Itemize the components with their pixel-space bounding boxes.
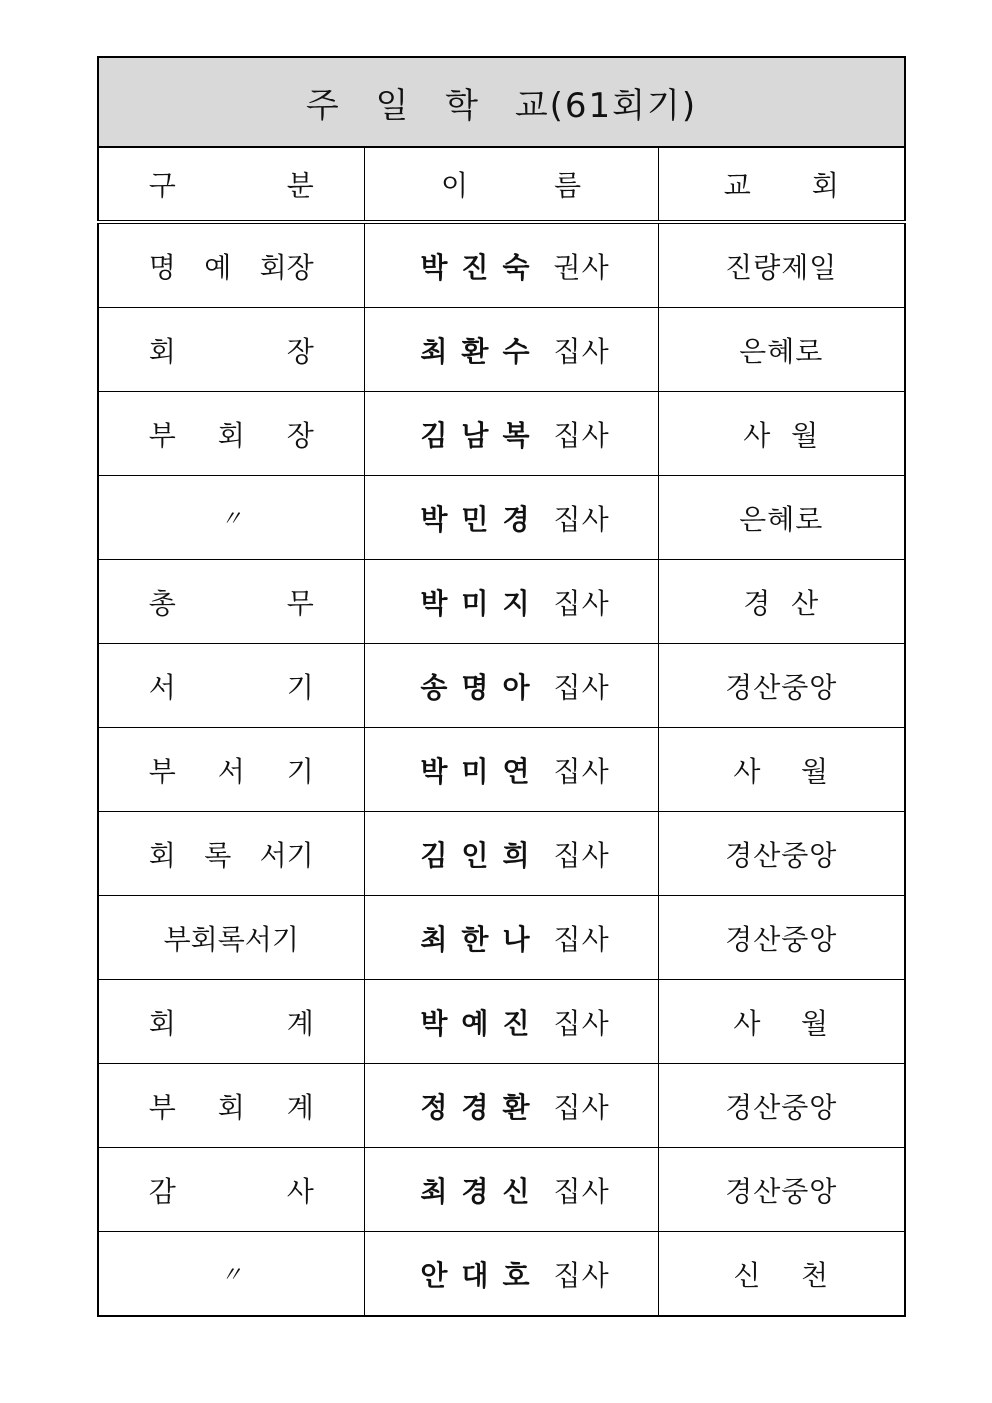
table-row (98, 560, 905, 644)
role-cell (98, 812, 364, 896)
role-text: 회장 (259, 250, 314, 284)
table-row (98, 222, 905, 308)
role-text: 서기 (259, 838, 314, 872)
header-row (98, 147, 905, 222)
table-row (98, 812, 905, 896)
role-cell (98, 308, 364, 392)
header-role-char: 분 (286, 169, 314, 202)
church-name: 경 산 (743, 586, 820, 620)
person-title: 집사 (553, 1006, 610, 1040)
person-name: 최경신 (420, 1174, 544, 1208)
role-text: 기 (286, 670, 314, 704)
person-title: 집사 (553, 418, 610, 452)
church-name: 신 천 (733, 1258, 830, 1292)
role-text: 총 (148, 586, 176, 620)
person-title: 집사 (553, 1174, 610, 1208)
table-row (98, 392, 905, 476)
header-church-char: 교 (723, 169, 751, 202)
person-title: 집사 (553, 1258, 610, 1292)
name-cell (364, 1064, 658, 1148)
church-cell (658, 980, 905, 1064)
church-name: 은혜로 (739, 334, 824, 368)
person-name: 최환수 (420, 334, 544, 368)
person-name: 정경환 (420, 1090, 544, 1124)
role-text: 부 (148, 418, 176, 452)
person-name: 김인희 (420, 838, 544, 872)
church-cell (658, 222, 905, 308)
role-text: 명 (148, 250, 176, 284)
church-name: 사 월 (733, 1006, 830, 1040)
church-cell (658, 812, 905, 896)
header-role (98, 147, 364, 222)
person-title: 집사 (553, 838, 610, 872)
role-text: 장 (286, 334, 314, 368)
role-cell (98, 1064, 364, 1148)
church-name: 경산중앙 (725, 670, 838, 704)
table-row (98, 308, 905, 392)
church-cell (658, 308, 905, 392)
role-cell (98, 980, 364, 1064)
table-row (98, 1064, 905, 1148)
table-title-text: 주 일 학 교(61회기) (305, 85, 698, 126)
title-row (98, 57, 905, 147)
role-text: 부회록서기 (163, 922, 299, 956)
role-text: 부 (148, 1090, 176, 1124)
church-name: 경산중앙 (725, 838, 838, 872)
role-text: 서 (148, 670, 176, 704)
church-cell (658, 728, 905, 812)
person-title: 집사 (553, 922, 610, 956)
role-cell (98, 1232, 364, 1317)
person-title: 집사 (553, 334, 610, 368)
role-cell (98, 222, 364, 308)
table-row (98, 896, 905, 980)
church-name: 경산중앙 (725, 1090, 838, 1124)
church-cell (658, 392, 905, 476)
person-name: 박진숙 (420, 250, 544, 284)
name-cell (364, 980, 658, 1064)
church-cell (658, 644, 905, 728)
table-row (98, 980, 905, 1064)
role-text: 록 (204, 838, 232, 872)
header-role-char: 구 (148, 169, 176, 202)
name-cell (364, 476, 658, 560)
role-text: 회 (148, 838, 176, 872)
church-name: 사 월 (743, 418, 820, 452)
church-name: 진량제일 (725, 250, 838, 284)
role-text: 회 (217, 418, 245, 452)
person-name: 박예진 (420, 1006, 544, 1040)
role-text: 장 (286, 418, 314, 452)
name-cell (364, 308, 658, 392)
role-text: 계 (286, 1090, 314, 1124)
person-title: 집사 (553, 586, 610, 620)
table-row (98, 476, 905, 560)
church-cell (658, 560, 905, 644)
role-cell (98, 476, 364, 560)
roster-table (97, 56, 906, 1317)
header-name (364, 147, 658, 222)
person-title: 집사 (553, 1090, 610, 1124)
name-cell (364, 1232, 658, 1317)
person-title: 집사 (553, 502, 610, 536)
table-title (98, 57, 905, 147)
header-church (658, 147, 905, 222)
name-cell (364, 728, 658, 812)
role-text: 사 (286, 1174, 314, 1208)
name-cell (364, 896, 658, 980)
role-text: 회 (217, 1090, 245, 1124)
role-text: 부 (148, 754, 176, 788)
church-cell (658, 896, 905, 980)
role-text: 회 (148, 334, 176, 368)
header-name-char: 이 (441, 169, 469, 202)
table-row (98, 644, 905, 728)
role-cell (98, 728, 364, 812)
church-name: 경산중앙 (725, 1174, 838, 1208)
person-name: 박미연 (420, 754, 544, 788)
role-cell (98, 896, 364, 980)
church-name: 경산중앙 (725, 922, 838, 956)
person-name: 송명아 (420, 670, 544, 704)
role-text: 계 (286, 1006, 314, 1040)
role-text: 서 (217, 754, 245, 788)
role-cell (98, 1148, 364, 1232)
name-cell (364, 392, 658, 476)
roster-body (98, 222, 905, 1316)
person-name: 박미지 (420, 586, 544, 620)
person-name: 최한나 (420, 922, 544, 956)
table-row (98, 1232, 905, 1317)
header-church-char: 회 (811, 169, 839, 202)
role-text: 감 (148, 1174, 176, 1208)
role-cell (98, 560, 364, 644)
role-cell (98, 392, 364, 476)
role-text: 기 (286, 754, 314, 788)
person-name: 김남복 (420, 418, 544, 452)
role-text: 회 (148, 1006, 176, 1040)
name-cell (364, 1148, 658, 1232)
church-cell (658, 1148, 905, 1232)
church-cell (658, 1064, 905, 1148)
role-text: 무 (286, 586, 314, 620)
person-title: 집사 (553, 670, 610, 704)
church-cell (658, 1232, 905, 1317)
church-name: 사 월 (733, 754, 830, 788)
person-title: 집사 (553, 754, 610, 788)
role-cell (98, 644, 364, 728)
name-cell (364, 812, 658, 896)
church-cell (658, 476, 905, 560)
role-text: 〃 (220, 507, 243, 532)
role-text: 〃 (220, 1263, 243, 1288)
person-name: 안대호 (420, 1258, 544, 1292)
person-title: 권사 (553, 250, 610, 284)
name-cell (364, 644, 658, 728)
name-cell (364, 222, 658, 308)
name-cell (364, 560, 658, 644)
header-name-char: 름 (553, 169, 581, 202)
role-text: 예 (204, 250, 232, 284)
table-row (98, 1148, 905, 1232)
church-name: 은혜로 (739, 502, 824, 536)
table-row (98, 728, 905, 812)
person-name: 박민경 (420, 502, 544, 536)
